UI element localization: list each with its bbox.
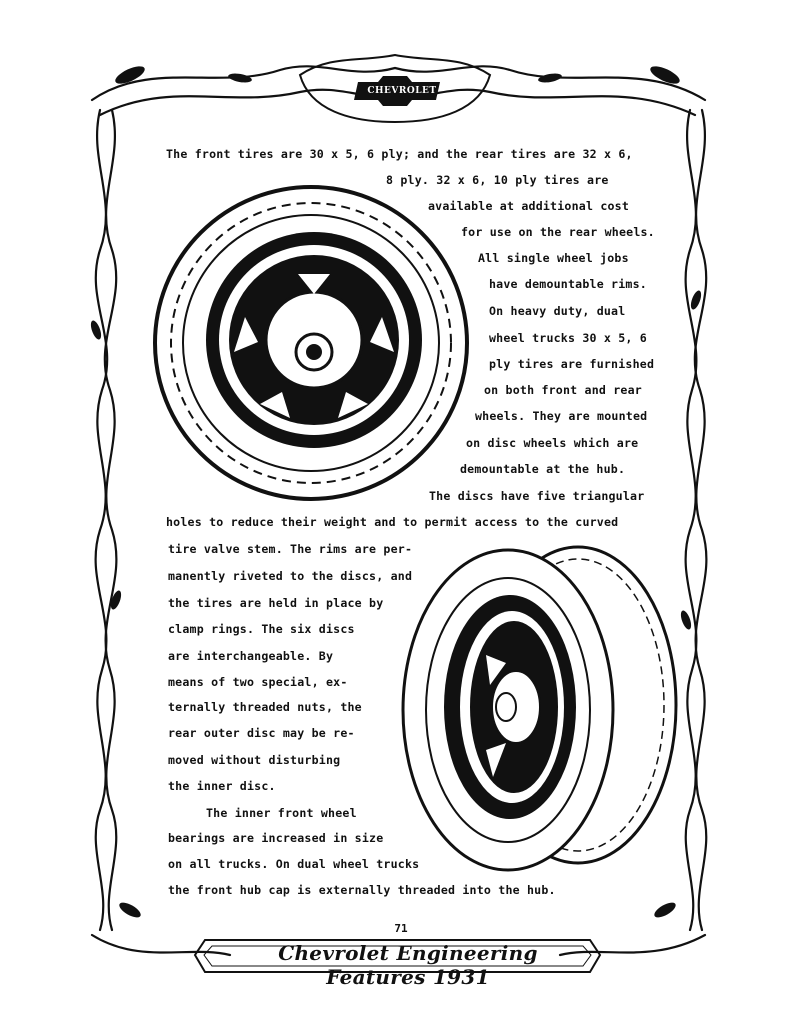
text-line: on all trucks. On dual wheel trucks	[168, 857, 420, 871]
text-line: bearings are increased in size	[168, 831, 384, 845]
text-line: on disc wheels which are	[466, 436, 639, 450]
text-line: 8 ply. 32 x 6, 10 ply tires are	[386, 173, 609, 187]
text-line: the inner disc.	[168, 779, 276, 793]
text-line: tire valve stem. The rims are per-	[168, 542, 413, 556]
text-line: for use on the rear wheels.	[461, 225, 655, 239]
front-wheel-illustration	[150, 182, 472, 504]
text-line: the front hub cap is externally threaded into the hub.	[168, 883, 556, 897]
text-line: clamp rings. The six discs	[168, 622, 355, 636]
text-line: means of two special, ex-	[168, 675, 348, 689]
text-line: moved without disturbing	[168, 753, 341, 767]
text-line: wheels. They are mounted	[475, 409, 648, 423]
dual-wheel-illustration	[398, 545, 680, 880]
text-line: on both front and rear	[484, 383, 642, 397]
text-line: The inner front wheel	[206, 806, 357, 820]
text-line: holes to reduce their weight and to permit access to the curved	[166, 515, 619, 529]
text-line: All single wheel jobs	[478, 251, 629, 265]
text-line: ply tires are furnished	[489, 357, 655, 371]
text-line: ternally threaded nuts, the	[168, 700, 362, 714]
text-line: demountable at the hub.	[460, 462, 626, 476]
chevrolet-logo-text: CHEVROLET	[367, 86, 437, 96]
text-line: rear outer disc may be re-	[168, 726, 355, 740]
text-line: manently riveted to the discs, and	[168, 569, 413, 583]
text-line: are interchangeable. By	[168, 649, 334, 663]
page-number: 71	[394, 922, 408, 935]
text-line: The discs have five triangular	[429, 489, 645, 503]
text-line: The front tires are 30 x 5, 6 ply; and the rear tires are 32 x 6,	[166, 147, 633, 161]
footer-title: Chevrolet Engineering Features 1931	[278, 941, 538, 989]
text-line: On heavy duty, dual	[489, 304, 626, 318]
text-line: wheel trucks 30 x 5, 6	[489, 331, 647, 345]
text-line: the tires are held in place by	[168, 596, 384, 610]
text-line: have demountable rims.	[489, 277, 647, 291]
text-line: available at additional cost	[428, 199, 630, 213]
